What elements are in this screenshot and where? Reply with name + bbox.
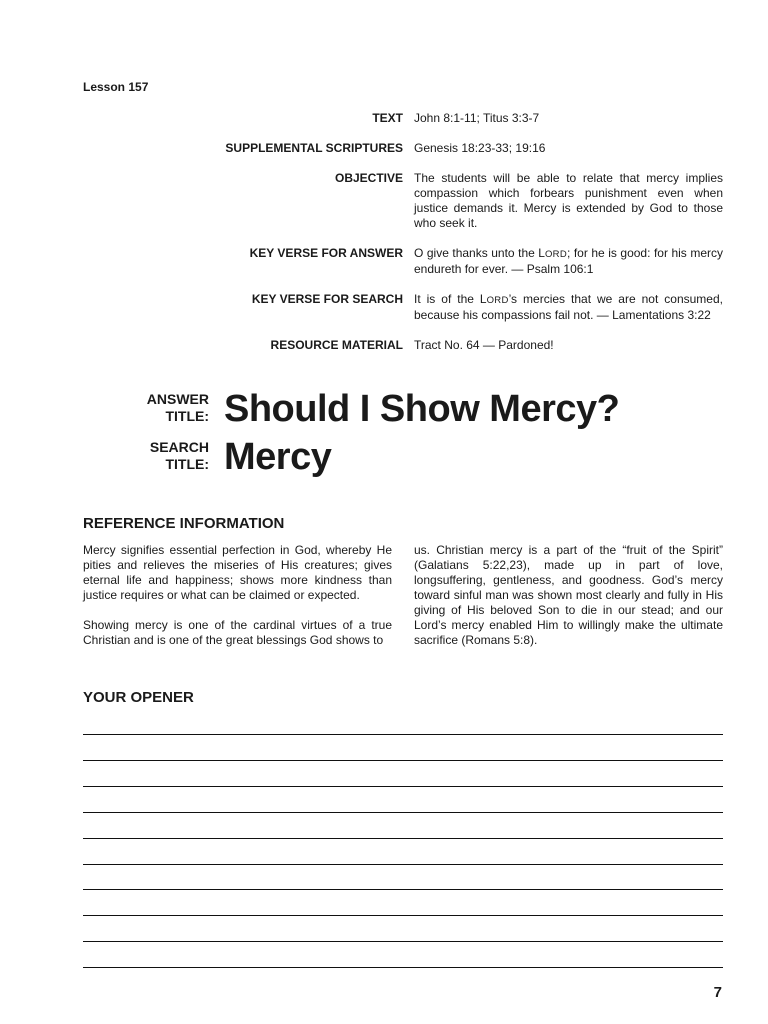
meta-label-key-verse-answer: KEY VERSE FOR ANSWER <box>249 246 403 260</box>
reference-left-paragraph-1: Mercy signifies essential perfection in God, whereby He pities and relieves the miseries of His creatures; gives eternal life and happiness; shows more kindness than justice requires or what can be claimed or expected. <box>83 543 392 602</box>
meta-value-supplemental: Genesis 18:23-33; 19:16 <box>414 141 546 155</box>
kv-search-small-caps: ORD <box>486 295 509 306</box>
lesson-meta <box>83 111 723 353</box>
kv-answer-text-end: ; for he is good: for his mercy endureth for ever. — Psalm 106:1 <box>414 246 723 276</box>
meta-row-resource <box>83 338 723 353</box>
writing-line <box>83 838 723 839</box>
search-title-label-line2: TITLE: <box>165 456 209 472</box>
meta-row-key-verse-answer <box>83 246 723 277</box>
writing-line <box>83 734 723 735</box>
meta-row-key-verse-search <box>83 292 723 323</box>
opener-heading: YOUR OPENER <box>83 689 194 706</box>
writing-line <box>83 967 723 968</box>
meta-label-supplemental: SUPPLEMENTAL SCRIPTURES <box>225 141 403 155</box>
reference-left-paragraph-2: Showing mercy is one of the cardinal virtues of a true Christian and is one of the great blessings God shows to <box>83 618 392 647</box>
reference-column-right <box>414 543 723 663</box>
writing-line <box>83 915 723 916</box>
meta-value-key-verse-answer <box>414 246 723 277</box>
writing-line <box>83 889 723 890</box>
writing-line <box>83 760 723 761</box>
answer-title-label <box>83 391 209 425</box>
meta-label-text: TEXT <box>372 111 403 125</box>
meta-label-resource: RESOURCE MATERIAL <box>270 338 403 352</box>
meta-row-supplemental <box>83 141 723 156</box>
kv-search-text-start: It is of the L <box>414 292 487 306</box>
meta-value-key-verse-search <box>414 292 723 323</box>
meta-value-objective: The students will be able to relate that mercy implies compassion which forbears punishment even when justice demands it. Mercy is extended by God to those who seek it. <box>414 171 723 230</box>
search-title-label <box>83 439 209 473</box>
kv-search-text-end: ’s mercies that we are not consumed, because his compassions fail not. — Lamentations 3:22 <box>414 292 723 322</box>
reference-right-paragraph-1: us. Christian mercy is a part of the “fruit of the Spirit” (Galatians 5:22,23), made up in part of love, longsuffering, gentleness, and goodness. God’s mercy toward sinful man was shown most clearly and fully in His giving of His beloved Son to die in our stead; and our Lord’s mercy enabled Him to willingly make the ultimate sacrifice (Romans 5:8). <box>414 543 723 647</box>
meta-value-resource: Tract No. 64 — Pardoned! <box>414 338 554 352</box>
meta-row-text <box>83 111 723 126</box>
writing-line <box>83 941 723 942</box>
meta-row-objective <box>83 171 723 231</box>
reference-column-left <box>83 543 392 663</box>
reference-heading: REFERENCE INFORMATION <box>83 515 285 532</box>
writing-line <box>83 812 723 813</box>
lesson-number: Lesson 157 <box>83 80 149 94</box>
answer-title-label-line2: TITLE: <box>165 408 209 424</box>
search-title-label-line1: SEARCH <box>149 439 209 455</box>
answer-title-label-line1: ANSWER <box>146 391 209 407</box>
answer-title-text: Should I Show Mercy? <box>224 388 620 430</box>
kv-answer-small-caps: ORD <box>544 249 567 260</box>
writing-line <box>83 786 723 787</box>
meta-value-text: John 8:1-11; Titus 3:3-7 <box>414 111 540 125</box>
meta-label-key-verse-search: KEY VERSE FOR SEARCH <box>251 292 403 306</box>
search-title-text: Mercy <box>224 436 332 478</box>
meta-label-objective: OBJECTIVE <box>334 171 403 185</box>
page-number: 7 <box>713 984 722 1001</box>
writing-line <box>83 864 723 865</box>
kv-answer-text-start: O give thanks unto the L <box>414 246 545 260</box>
